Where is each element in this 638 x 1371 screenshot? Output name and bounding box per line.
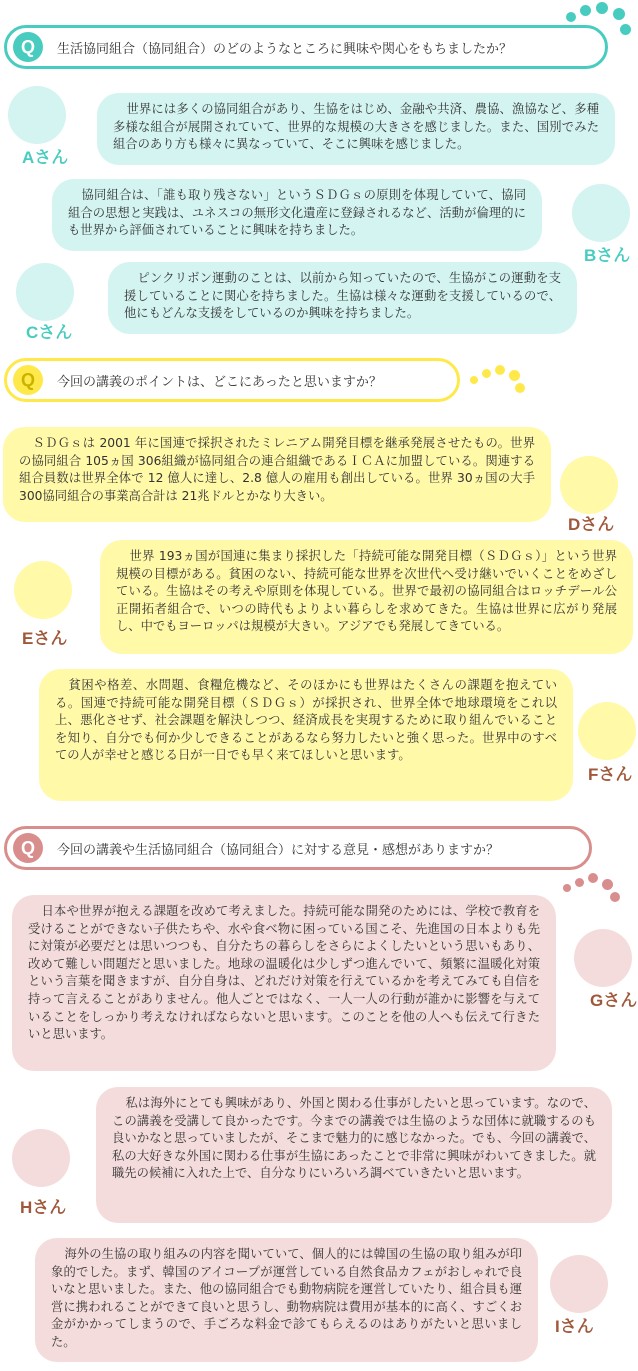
- decoration-dot: [580, 5, 591, 16]
- avatar-c: [16, 263, 74, 321]
- decoration-dot: [515, 383, 525, 393]
- answer-bubble: 海外の生協の取り組みの内容を聞いていて、個人的には韓国の生協の取り組みが印象的でした。まず、韓国のアイコープが運営している自然食品カフェがおしゃれで良いなと思いました。また、他の協同組合でも動物病院を運営していたり、組合員も運営に携われることができて良いと思うし、動物病院は費用が基本的に高く、すごくお金がかかってしまうので、手ごろな料金で診てもらえるのはありがたいと思いました。: [35, 1238, 538, 1362]
- answer-name: Hさん: [20, 1198, 67, 1217]
- answer-bubble: 世界には多くの協同組合があり、生協をはじめ、金融や共済、農協、漁協など、多種多様な組合が展開されていて、世界的な規模の大きさを感じました。また、国別でみた組合のあり方も様々に異なっていて、そこに興味を感じました。: [97, 93, 615, 165]
- decoration-dot: [509, 370, 520, 381]
- decoration-dot: [575, 878, 584, 887]
- decoration-dot: [495, 365, 505, 375]
- avatar-b: [572, 184, 630, 242]
- question-bar-1: [4, 25, 608, 69]
- avatar-e: [14, 561, 72, 619]
- avatar-d: [560, 456, 618, 514]
- decoration-dot: [563, 884, 571, 892]
- decoration-dot: [620, 24, 631, 35]
- avatar-f: [578, 702, 636, 760]
- decoration-dot: [613, 8, 625, 20]
- question-text: 今回の講義のポイントは、どこにあったと思いますか？: [57, 374, 382, 390]
- answer-name: Gさん: [590, 991, 638, 1010]
- question-badge-icon: Q: [13, 833, 43, 863]
- answer-name: Eさん: [22, 629, 68, 648]
- question-bar-3: [4, 826, 592, 870]
- question-badge-icon: Q: [13, 365, 43, 395]
- answer-bubble: 世界 193ヵ国が国連に集まり採択した「持続可能な開発目標（ＳＤＧｓ）」という世界規模の目標がある。貧困のない、持続可能な世界を次世代へ受け継いでいくことをめざしている。生協はその考えや原則を体現している。世界で最初の協同組合はロッチデール公正開拓者組合で、いつの時代もよりよい暮らしを求めてきた。生協は世界に広がり発展し、中でもヨーロッパは規模が大きい。アジアでも発展してきている。: [100, 540, 633, 654]
- answer-bubble: 貧困や格差、水問題、食糧危機など、そのほかにも世界はたくさんの課題を抱えている。国連で持続可能な開発目標（ＳＤＧｓ）が採択され、世界全体で地球環境をこれ以上、悪化させず、社会課題を解決しつつ、経済成長を実現するために取り組んでいることを知り、自分でも何か少しできることがあるなら努力したいと強く思った。世界中のすべての人が幸せと感じる日が一日でも早く来てほしいと思います。: [39, 669, 573, 801]
- answer-name: Dさん: [568, 515, 615, 534]
- answer-name: Cさん: [26, 323, 73, 342]
- question-bar-2: [4, 358, 460, 402]
- decoration-dot: [610, 892, 620, 902]
- decoration-dot: [602, 879, 613, 890]
- decoration-dot: [566, 12, 576, 22]
- decoration-dot: [588, 873, 598, 883]
- answer-name: Bさん: [584, 246, 631, 265]
- question-text: 今回の講義や生活協同組合（協同組合）に対する意見・感想がありますか？: [57, 842, 500, 858]
- avatar-i: [550, 1255, 608, 1313]
- question-text: 生活協同組合（協同組合）のどのようなところに興味や関心をもちましたか？: [57, 41, 513, 57]
- answer-name: Aさん: [22, 148, 69, 167]
- decoration-dot: [470, 376, 478, 384]
- decoration-dot: [482, 369, 491, 378]
- avatar-h: [12, 1129, 70, 1187]
- answer-bubble: 日本や世界が抱える課題を改めて考えました。持続可能な開発のためには、学校で教育を受けることができない子供たちや、水や食べ物に困っている国こそ、先進国の日本よりも先に対策が必要だとは思いつつも、自分たちの暮らしをさらによくしたいという思いもあり、改めて難しい問題だと思いました。地球の温暖化は少しずつ進んでいて、頻繁に温暖化対策という言葉を聞きますが、自分自身は、どれだけ対策を行えているかを考えてみても自信を持って言えることがありません。他人ごとではなく、一人一人の行動が誰かに影響を与えていることをしっかり考えなければならないと思います。このことを他の人へも伝えて行きたいと思います。: [12, 895, 556, 1071]
- answer-name: Fさん: [588, 765, 633, 784]
- answer-bubble: 協同組合は、「誰も取り残さない」というＳＤＧｓの原則を体現していて、協同組合の思想と実践は、ユネスコの無形文化遺産に登録されるなど、活動が倫理的にも世界から評価されていることに興味を持ちました。: [52, 179, 542, 251]
- avatar-g: [574, 929, 632, 987]
- avatar-a: [8, 86, 66, 144]
- answer-bubble: ＳＤＧｓは 2001 年に国連で採択されたミレニアム開発目標を継承発展させたもの。世界の協同組合 105ヵ国 306組織が協同組合の連合組織であるＩＣＡに加盟している。関連する組合員数は世界全体で 12 億人に達し、2.8 億人の雇用も創出している。世界 30ヵ国の大手 300協同組合の事業高合計は 21兆ドルとかなり大きい。: [3, 427, 551, 522]
- answer-name: Iさん: [555, 1317, 594, 1336]
- answer-bubble: 私は海外にとても興味があり、外国と関わる仕事がしたいと思っています。なので、この講義を受講して良かったです。今までの講義では生協のような団体に就職するのも良いかなと思っていましたが、そこまで魅力的に感じなかった。でも、今回の講義で、私の大好きな外国に関わる仕事が生協にあったことで非常に興味がわいてきました。就職先の候補に入れた上で、自分なりにいろいろ調べていきたいと思います。: [96, 1087, 612, 1223]
- decoration-dot: [596, 2, 608, 14]
- question-badge-icon: Q: [13, 32, 43, 62]
- answer-bubble: ピンクリボン運動のことは、以前から知っていたので、生協がこの運動を支援していることに関心を持ちました。生協は様々な運動を支援しているので、他にもどんな支援をしているのか興味を持ちました。: [108, 262, 577, 334]
